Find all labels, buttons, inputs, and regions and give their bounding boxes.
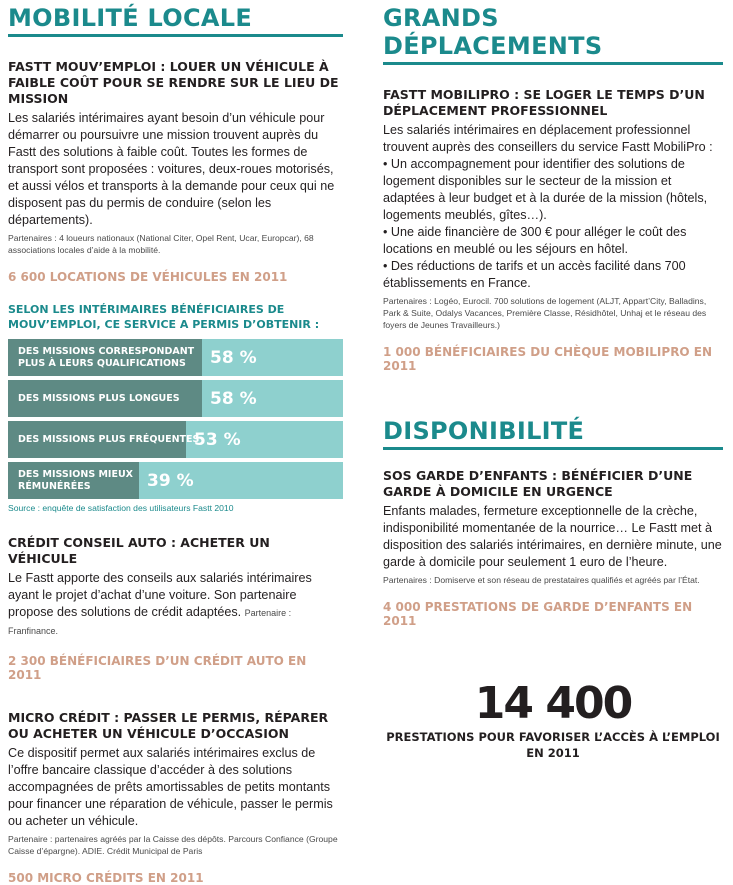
left-column (8, 0, 343, 885)
bar-row (8, 339, 343, 376)
block-body: Enfants malades, fermeture exceptionnelle de la crèche, indisponibilité momentanée de la nourrice… Le Fastt met à disposition des salariés intérimaires, en dernière minute, une garde à domicile pour seulement 1 euro de l’heure. (383, 504, 722, 569)
partners-note: Partenaire : partenaires agréés par la Caisse des dépôts. Parcours Confiance (Groupe Caisse d’épargne). ADIE. Crédit Municipal de Paris (8, 834, 338, 856)
bar-category-label: DES MISSIONS CORRESPONDANT PLUS À LEURS QUALIFICATIONS (18, 345, 195, 369)
micro-credit-block (8, 710, 343, 885)
title-rule (383, 447, 723, 450)
right-column (383, 0, 723, 761)
bar-row (8, 380, 343, 417)
block-title: FASTT MOBILIPRO : SE LOGER LE TEMPS D’UN DÉPLACEMENT PROFESSIONNEL (383, 87, 705, 118)
bullet-item: • Une aide financière de 300 € pour alléger le coût des locations en meublé ou les séjours en hôtel. (383, 225, 687, 256)
bullet-item: • Un accompagnement pour identifier des solutions de logement disponibles sur le secteur de la mission et adaptées à leur budget et à la durée de la mission (hôtels, logements meublés, gîtes…). (383, 157, 708, 222)
stat-line: 500 MICRO CRÉDITS EN 2011 (8, 871, 204, 885)
partners-note: Partenaires : 4 loueurs nationaux (National Citer, Opel Rent, Ucar, Europcar), 68 associations locales d’aide à la mobilité. (8, 233, 314, 255)
survey-title: SELON LES INTÉRIMAIRES BÉNÉFICIAIRES DE MOUV’EMPLOI, CE SERVICE A PERMIS D’OBTENIR : (8, 303, 320, 331)
bar-category-label: DES MISSIONS PLUS LONGUES (18, 392, 180, 404)
survey-block (8, 302, 343, 513)
big-stat-block (383, 678, 723, 761)
partners-inline: Partenaire : Franfinance. (8, 608, 292, 636)
partners-note: Partenaires : Domiserve et son réseau de prestataires qualifiés et agréés par l’État. (383, 575, 700, 585)
section-title-grands-deplacements: GRANDS DÉPLACEMENTS (383, 4, 603, 60)
bar-row (8, 421, 343, 458)
bar-value-label: 58 % (210, 347, 257, 368)
chart-source: Source : enquête de satisfaction des utilisateurs Fastt 2010 (8, 503, 234, 513)
credit-auto-block (8, 535, 343, 682)
mobilipro-block (383, 87, 723, 373)
stat-line: 6 600 LOCATIONS DE VÉHICULES EN 2011 (8, 270, 288, 284)
bar-category-label: DES MISSIONS MIEUX RÉMUNÉRÉES (18, 468, 133, 492)
block-body (383, 122, 723, 292)
block-title: SOS GARDE D’ENFANTS : BÉNÉFICIER D’UNE GARDE À DOMICILE EN URGENCE (383, 468, 693, 499)
garde-enfants-block (383, 468, 723, 628)
block-title: MICRO CRÉDIT : PASSER LE PERMIS, RÉPARER OU ACHETER UN VÉHICULE D’OCCASION (8, 710, 329, 741)
mouv-emploi-block (8, 59, 343, 284)
bar-category-label: DES MISSIONS PLUS FRÉQUENTES (18, 433, 200, 445)
big-number: 14 400 (474, 678, 632, 729)
bar-chart (8, 339, 343, 499)
block-title: CRÉDIT CONSEIL AUTO : ACHETER UN VÉHICULE (8, 535, 270, 566)
bullet-item: • Des réductions de tarifs et un accès facilité dans 700 établissements en France. (383, 259, 686, 290)
stat-line: 4 000 PRESTATIONS DE GARDE D’ENFANTS EN 2011 (383, 600, 693, 628)
stat-line: 1 000 BÉNÉFICIAIRES DU CHÈQUE MOBILIPRO EN 2011 (383, 345, 713, 373)
block-body: Ce dispositif permet aux salariés intérimaires exclus de l’offre bancaire classique d’accéder à des solutions accompagnées de prêts amortissables de petits montants pour financer une réparation de véhicule, passer le permis ou acheter un véhicule. (8, 746, 333, 828)
bar-value-label: 39 % (147, 470, 194, 491)
title-rule (8, 34, 343, 37)
bar-value-label: 53 % (194, 429, 241, 450)
bar-row (8, 462, 343, 499)
big-caption: PRESTATIONS POUR FAVORISER L’ACCÈS À L’EMPLOI EN 2011 (386, 730, 720, 760)
block-title: FASTT MOUV’EMPLOI : LOUER UN VÉHICULE À FAIBLE COÛT POUR SE RENDRE SUR LE LIEU DE MISSION (8, 59, 339, 106)
section-title-disponibilite: DISPONIBILITÉ (383, 417, 585, 445)
intro-text: Les salariés intérimaires en déplacement professionnel trouvent auprès des conseillers du service Fastt MobiliPro : (383, 123, 713, 154)
stat-line: 2 300 BÉNÉFICIAIRES D’UN CRÉDIT AUTO EN 2011 (8, 654, 307, 682)
block-body: Les salariés intérimaires ayant besoin d’un véhicule pour démarrer ou poursuivre une mission trouvent auprès du Fastt des solutions à faible coût. Toutes les formes de transport sont proposées : voitures, deux-roues motorisés, et aussi vélos et transports à la demande pour ceux qui ne disposent pas du permis de conduire (selon les départements). (8, 111, 335, 227)
body-text: Le Fastt apporte des conseils aux salariés intérimaires ayant le projet d’achat d’une voiture. Son partenaire propose des solutions de crédit adaptées. (8, 571, 312, 619)
title-rule (383, 62, 723, 65)
disponibilite-section (383, 413, 723, 450)
bar-value-label: 58 % (210, 388, 257, 409)
block-body (8, 570, 343, 640)
section-title-mobilite: MOBILITÉ LOCALE (8, 4, 253, 32)
partners-note: Partenaires : Logéo, Eurocil. 700 solutions de logement (ALJT, Appart’City, Balladins, Park & Suite, Odalys Vacances, Première Classe, Résidhôtel, Unhaj et le réseau des foyers de Jeunes Travailleurs.) (383, 296, 707, 330)
